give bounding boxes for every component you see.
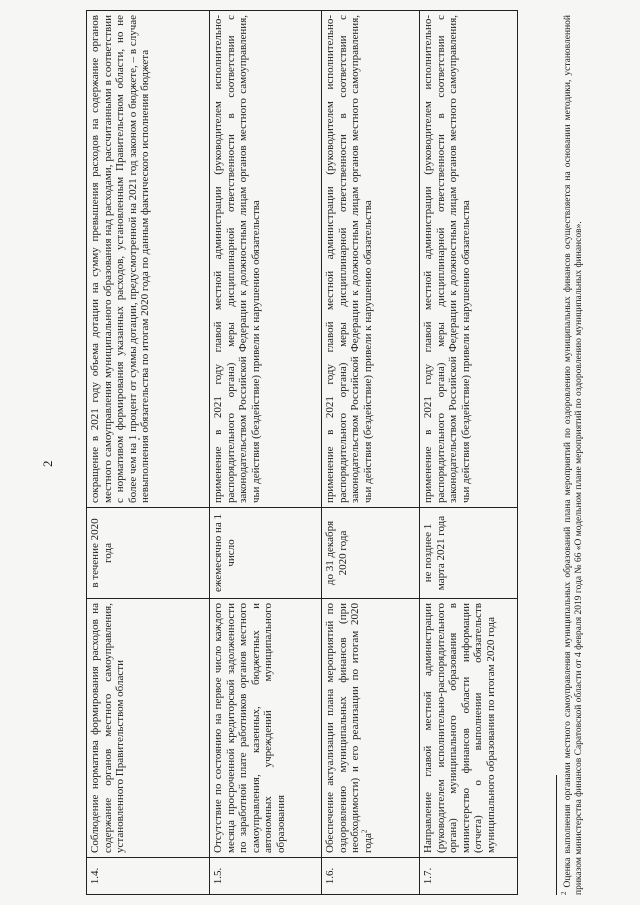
- footnote-ref: 2: [360, 829, 369, 834]
- table-row: [87, 11, 210, 895]
- deadline: в течение 2020 года: [87, 508, 210, 599]
- row-number: 1.7.: [420, 858, 518, 895]
- table-row: [210, 11, 322, 895]
- measures-table: [86, 10, 518, 895]
- row-number: 1.4.: [87, 858, 210, 895]
- footnote-divider: [556, 775, 557, 895]
- table-row: [322, 11, 420, 895]
- measure-text: Соблюдение норматива формирования расходов на содержание органов местного самоуправления, установленного Правительством области: [87, 599, 210, 858]
- table-row: [420, 11, 518, 895]
- page-number: 2: [40, 460, 55, 467]
- consequence-text: применение в 2021 году главой местной администрации (руководителем исполнительно-распорядительного органа) меры дисциплинарной ответственности в соответствии с законодательством Российской Федерации к должностным лицам органов местного самоуправления, чьи действия (бездействие) привели к нарушению обязательства: [322, 11, 420, 508]
- deadline: до 31 декабря 2020 года: [322, 508, 420, 599]
- footnote: [559, 15, 585, 895]
- row-number: 1.6.: [322, 858, 420, 895]
- measure-text: Обеспечение актуализации плана мероприятий по оздоровлению муниципальных финансов (при необходимости) и его реализации по итогам 2020 года: [324, 603, 374, 853]
- footnote-text: Оценка выполнения органами местного самоуправления муниципальных образований плана мероприятий по оздоровлению муниципальных финансов осуществляется на основании методики, установленной приказом министерства финансов Саратовской области от 4 февраля 2019 года № 66 «О модельном плане мероприятий по оздоровлению муниципальных финансов».: [563, 15, 584, 895]
- footnote-mark: 2: [559, 891, 568, 895]
- measure-text-cell: [322, 599, 420, 858]
- deadline: не позднее 1 марта 2021 года: [420, 508, 518, 599]
- consequence-text: применение в 2021 году главой местной администрации (руководителем исполнительно-распорядительного органа) меры дисциплинарной ответственности в соответствии с законодательством Российской Федерации к должностным лицам органов местного самоуправления, чьи действия (бездействие) привели к нарушению обязательства: [420, 11, 518, 508]
- measure-text: Отсутствие по состоянию на первое число каждого месяца просроченной кредиторской задолженности по заработной плате работников органов местного самоуправления, казенных, бюджетных и автономных учреждений муниципального образования: [210, 599, 322, 858]
- consequence-text: сокращение в 2021 году объема дотации на сумму превышения расходов на содержание органов местного самоуправления муниципального образования над расходами, рассчитанными в соответствии с нормативом формирования указанных расходов, установленным Правительством области, но не более чем на 1 процент от суммы дотации, предусмотренной на 2021 год законом о бюджете, – в случае невыполнения обязательства по итогам 2020 года по данным фактического исполнения бюджета: [87, 11, 210, 508]
- row-number: 1.5.: [210, 858, 322, 895]
- deadline: ежемесячно на 1 число: [210, 508, 322, 599]
- consequence-text: применение в 2021 году главой местной администрации (руководителем исполнительно-распорядительного органа) меры дисциплинарной ответственности в соответствии с законодательством Российской Федерации к должностным лицам органов местного самоуправления, чьи действия (бездействие) привели к нарушению обязательства: [210, 11, 322, 508]
- measure-text: Направление главой местной администрации (руководителем исполнительно-распорядительного органа) муниципального образования в министерство финансов области информации (отчета) о выполнении обязательств муниципального образования по итогам 2020 года: [420, 599, 518, 858]
